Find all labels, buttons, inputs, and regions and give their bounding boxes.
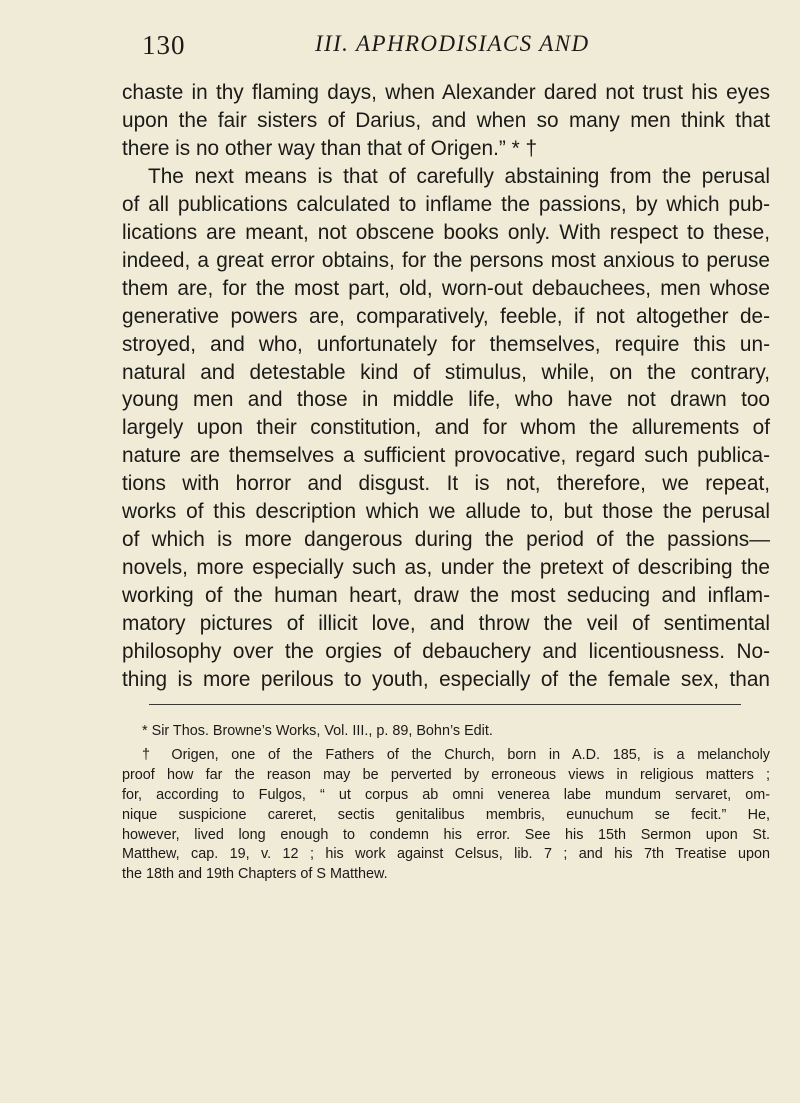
footnote-divider bbox=[149, 704, 741, 705]
text-line: them are, for the most part, old, worn-out debauchees, men whose bbox=[122, 276, 770, 300]
text-line: of which is more dangerous during the period of the passions— bbox=[122, 528, 770, 552]
book-page bbox=[122, 0, 770, 1103]
text-line: largely upon their constitution, and for whom the allurements of bbox=[122, 416, 770, 440]
text-line: The next means is that of carefully abstaining from the perusal bbox=[148, 164, 770, 188]
footnote-line: * Sir Thos. Browne’s Works, Vol. III., p. 89, Bohn’s Edit. bbox=[142, 723, 493, 739]
text-line: chaste in thy flaming days, when Alexander dared not trust his eyes bbox=[122, 81, 770, 104]
text-line: natural and detestable kind of stimulus, while, on the contrary, bbox=[122, 360, 770, 384]
text-line: lications are meant, not obscene books only. With respect to these, bbox=[122, 220, 770, 244]
text-line: young men and those in middle life, who have not drawn too bbox=[122, 388, 770, 412]
footnote-line: nique suspicione careret, sectis genitalibus membris, eunuchum se fecit.” He, bbox=[122, 806, 770, 823]
footnotes bbox=[122, 722, 770, 885]
footnote-line: proof how far the reason may be perverted by erroneous views in religious matters ; bbox=[122, 766, 770, 783]
text-line: indeed, a great error obtains, for the persons most anxious to peruse bbox=[122, 248, 770, 272]
main-text bbox=[122, 79, 770, 694]
page-header bbox=[122, 30, 770, 70]
text-line: nature are themselves a sufficient provocative, regard such publica- bbox=[122, 444, 770, 468]
text-line: generative powers are, comparatively, feeble, if not altogether de- bbox=[122, 304, 770, 328]
footnote-line: for, according to Fulgos, “ ut corpus ab omni venerea labe mundum servaret, om- bbox=[122, 786, 770, 803]
text-line: of all publications calculated to inflame the passions, by which pub- bbox=[122, 192, 770, 216]
footnote-line: however, lived long enough to condemn his error. See his 15th Sermon upon St. bbox=[122, 826, 770, 843]
text-line: philosophy over the orgies of debauchery and licentiousness. No- bbox=[122, 640, 770, 664]
page-number: 130 bbox=[142, 30, 186, 60]
text-line: upon the fair sisters of Darius, and when so many men think that bbox=[122, 108, 770, 132]
text-line: tions with horror and disgust. It is not, therefore, we repeat, bbox=[122, 472, 770, 496]
text-line: novels, more especially such as, under the pretext of describing the bbox=[122, 556, 770, 580]
footnote-line: the 18th and 19th Chapters of S Matthew. bbox=[122, 866, 388, 883]
footnote-line: Matthew, cap. 19, v. 12 ; his work against Celsus, lib. 7 ; and his 7th Treatise upon bbox=[122, 846, 770, 863]
footnote-line: † Origen, one of the Fathers of the Church, born in A.D. 185, is a melancholy bbox=[142, 746, 770, 763]
text-line: working of the human heart, draw the most seducing and inflam- bbox=[122, 584, 770, 608]
running-head: III. APHRODISIACS AND bbox=[315, 31, 590, 56]
text-line: matory pictures of illicit love, and throw the veil of sentimental bbox=[122, 612, 770, 636]
text-line: works of this description which we allude to, but those the perusal bbox=[122, 500, 770, 524]
text-line: thing is more perilous to youth, especially of the female sex, than bbox=[122, 668, 770, 692]
text-line: stroyed, and who, unfortunately for themselves, require this un- bbox=[122, 332, 770, 356]
text-line: there is no other way than that of Origen.” * † bbox=[122, 136, 538, 160]
